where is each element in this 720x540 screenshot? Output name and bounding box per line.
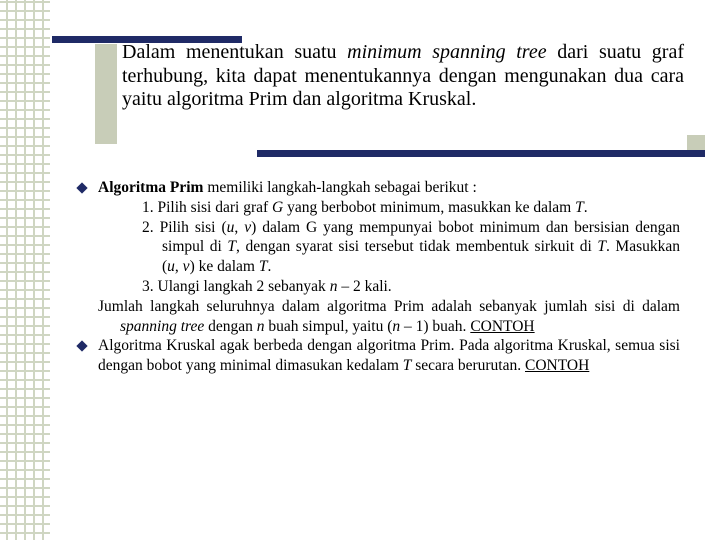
title-accent-block [687,135,705,150]
prim-step-3: 3. Ulangi langkah 2 sebanyak n – 2 kali. [142,277,392,295]
prim-example-link[interactable]: CONTOH [470,317,535,335]
prim-step-2: 2. Pilih sisi (u, v) dalam G yang mempunyai bobot minimum dan bersisian dengan simpul di T, dengan syarat sisi tersebut tidak membentuk sirkuit di T. Masukkan (u, v) ke dalam T. [142,218,680,276]
title-part: dari suatu graf terhubung, kita dapat menentukannya dengan mengunakan dua cara yaitu algoritma Prim dan algoritma Kruskal. [122,41,684,110]
slide-body [78,178,680,376]
kruskal-example-link[interactable]: CONTOH [525,357,590,375]
prim-summary: Jumlah langkah seluruhnya dalam algoritma Prim adalah sebanyak jumlah sisi di dalam spanning tree dengan n buah simpul, yaitu (n – 1) buah. CONTOH [98,297,680,335]
kruskal-bullet: Algoritma Kruskal agak berbeda dengan algoritma Prim. Pada algoritma Kruskal, semua sisi dengan bobot yang minimal dimasukan kedalam T secara berurutan. CONTOH [78,336,680,376]
title-bar-bottom [257,150,705,157]
title-side-block [95,44,117,144]
prim-intro: memiliki langkah-langkah sebagai berikut : [203,179,477,196]
diamond-bullet-icon [76,182,87,193]
slide-title [122,41,684,112]
prim-bullet [78,178,680,198]
prim-heading: Algoritma Prim [98,179,204,196]
title-part: Dalam menentukan suatu [122,41,348,63]
checkered-strip [0,0,50,540]
prim-step-1: 1. Pilih sisi dari graf G yang berbobot minimum, masukkan ke dalam T. [142,198,588,216]
title-term: minimum spanning tree [347,41,547,63]
diamond-bullet-icon [76,341,87,352]
